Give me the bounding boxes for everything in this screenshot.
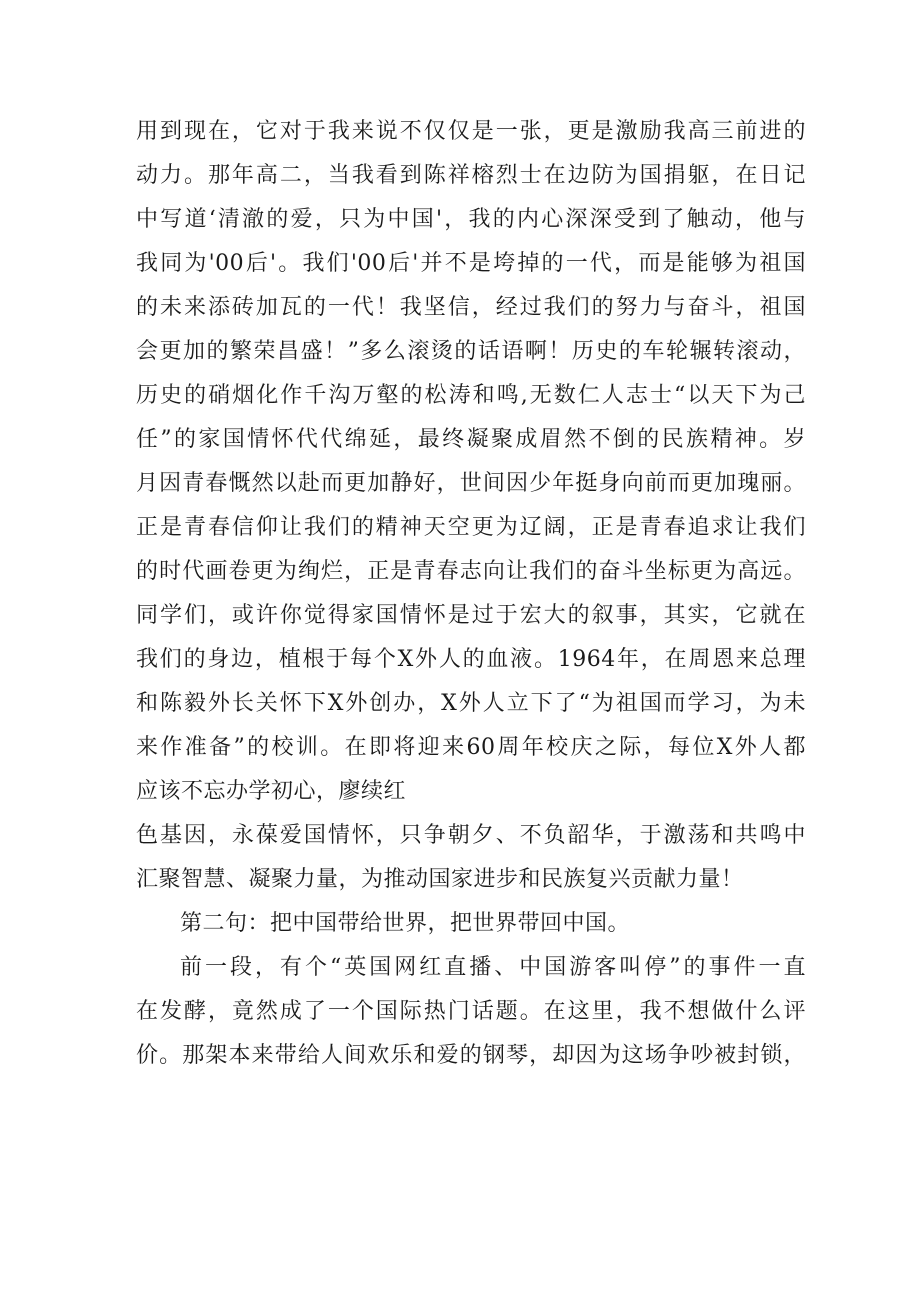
text-line: 同学们，或许你觉得家国情怀是过于宏大的叙事，其实，它就在 (136, 603, 806, 628)
body-text (136, 110, 806, 1078)
text-line: 和陈毅外长关怀下X外创办，X外人立下了“为祖国而学习，为未 (136, 691, 806, 716)
section-heading: 第二句：把中国带给世界，把世界带回中国。 (180, 911, 631, 936)
text-line: 月因青春慨然以赴而更加静好，世间因少年挺身向前而更加瑰丽。 (136, 471, 806, 496)
text-line: 中写道‘清澈的爱，只为中国'，我的内心深深受到了触动，他与 (136, 207, 806, 232)
paragraph-first-line: 前一段，有个“英国网红直播、中国游客叫停”的事件一直 (180, 955, 806, 980)
text-line: 历史的硝烟化作千沟万壑的松涛和鸣,无数仁人志士“以天下为己 (136, 383, 806, 408)
text-line: 价。那架本来带给人间欢乐和爱的钢琴，却因为这场争吵被封锁， (136, 1043, 806, 1068)
text-line: 汇聚智慧、凝聚力量，为推动国家进步和民族复兴贡献力量！ (136, 867, 744, 892)
text-line: 在发酵，竟然成了一个国际热门话题。在这里，我不想做什么评 (136, 999, 806, 1024)
text-line: 动力。那年高二，当我看到陈祥榕烈士在边防为国捐躯，在日记 (136, 163, 806, 188)
text-line: 色基因，永葆爱国情怀，只争朝夕、不负韶华，于激荡和共鸣中 (136, 823, 806, 848)
text-line: 来作准备”的校训。在即将迎来60周年校庆之际，每位X外人都 (136, 735, 806, 760)
text-line: 任”的家国情怀代代绵延，最终凝聚成眉然不倒的民族精神。岁 (136, 427, 806, 452)
text-line: 的未来添砖加瓦的一代！我坚信，经过我们的努力与奋斗，祖国 (136, 295, 806, 320)
text-line: 我们的身边，植根于每个X外人的血液。1964年，在周恩来总理 (136, 647, 806, 672)
text-line: 用到现在，它对于我来说不仅仅是一张，更是激励我高三前进的 (136, 119, 806, 144)
text-line: 应该不忘办学初心，廖续红 (136, 779, 407, 804)
text-line: 正是青春信仰让我们的精神天空更为辽阔，正是青春追求让我们 (136, 515, 806, 540)
text-line: 的时代画卷更为绚烂，正是青春志向让我们的奋斗坐标更为高远。 (136, 559, 806, 584)
text-line: 我同为'00后'。我们'00后'并不是垮掉的一代，而是能够为祖国 (136, 251, 806, 276)
text-line: 会更加的繁荣昌盛！”多么滚烫的话语啊！历史的车轮辗转滚动， (136, 339, 806, 364)
